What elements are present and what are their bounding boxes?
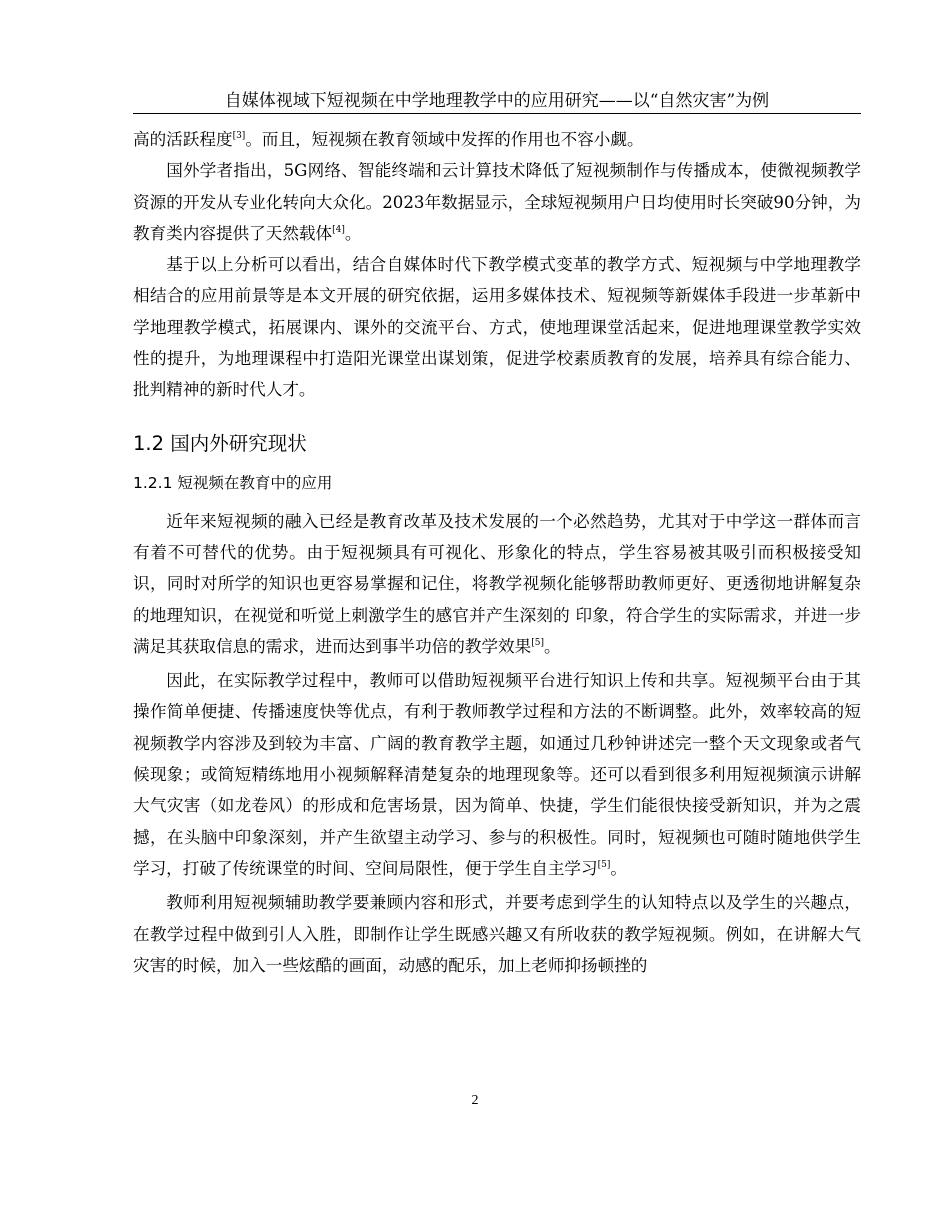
section-heading: 1.2 国内外研究现状 [133,431,307,455]
citation[interactable]: [4] [332,224,345,235]
header-rule [133,113,861,114]
citation[interactable]: [3] [232,131,246,141]
running-header: 自媒体视域下短视频在中学地理教学中的应用研究——以“自然灾害”为例 [224,91,770,111]
paragraph-continued: 高的活跃程度[3]。而且，短视频在教育领域中发挥的作用也不容小觑。 [133,130,644,149]
citation[interactable]: [5] [597,859,611,870]
subsection-heading: 1.2.1 短视频在教育中的应用 [133,473,333,492]
paragraph: 教师利用短视频辅助教学要兼顾内容和形式，并要考虑到学生的认知特点以及学生的兴趣点，在教学过程中做到引人入胜，即制作让学生既感兴趣又有所收获的教学短视频。例如，在讲解大气灾害的时候，加入一些炫酷的画面，动感的配乐，加上老师抑扬顿挫的 [133,893,861,975]
paragraph: 基于以上分析可以看出，结合自媒体时代下教学模式变革的教学方式、短视频与中学地理教学相结合的应用前景等是本文开展的研究依据，运用多媒体技术、短视频等新媒体手段进一步革新中学地理教学模式，拓展课内、课外的交流平台、方式，使地理课堂活起来，促进地理课堂教学实效性的提升，为地理课程中打造阳光课堂出谋划策，促进学校素质教育的发展，培养具有综合能力、批判精神的新时代人才。 [133,255,861,400]
paragraph: 国外学者指出，5G网络、智能终端和云计算技术降低了短视频制作与传播成本，使微视频教学资源的开发从专业化转向大众化。2023年数据显示，全球短视频用户日均使用时长突破90分钟，为教育类内容提供了天然载体[4]。 [133,161,861,243]
paragraph: 近年来短视频的融入已经是教育改革及技术发展的一个必然趋势，尤其对于中学这一群体而言有着不可替代的优势。由于短视频具有可视化、形象化的特点，学生容易被其吸引而积极接受知识，同时对所学的知识也更容易掌握和记住，将教学视频化能够帮助教师更好、更透彻地讲解复杂的地理知识，在视觉和听觉上刺激学生的感官并产生深刻的 印象，符合学生的实际需求，并进一步满足其获取信息的需求，进而达到事半功倍的教学效果[5]。 [133,511,861,656]
body-text [133,124,861,981]
citation[interactable]: [5] [531,637,544,648]
page-number: 2 [471,1093,479,1108]
paragraph: 因此，在实际教学过程中，教师可以借助短视频平台进行知识上传和共享。短视频平台由于其操作简单便捷、传播速度快等优点，有利于教师教学过程和方法的不断调整。此外，效率较高的短视频教学内容涉及到较为丰富、广阔的教育教学主题，如通过几秒钟讲述完一整个天文现象或者气候现象；或简短精练地用小视频解释清楚复杂的地理现象等。还可以看到很多利用短视频演示讲解大气灾害（如龙卷风）的形成和危害场景，因为简单、快捷，学生们能很快接受新知识，并为之震撼，在头脑中印象深刻，并产生欲望主动学习、参与的积极性。同时，短视频也可随时随地供学生学习，打破了传统课堂的时间、空间局限性，便于学生自主学习[5]。 [133,671,861,878]
